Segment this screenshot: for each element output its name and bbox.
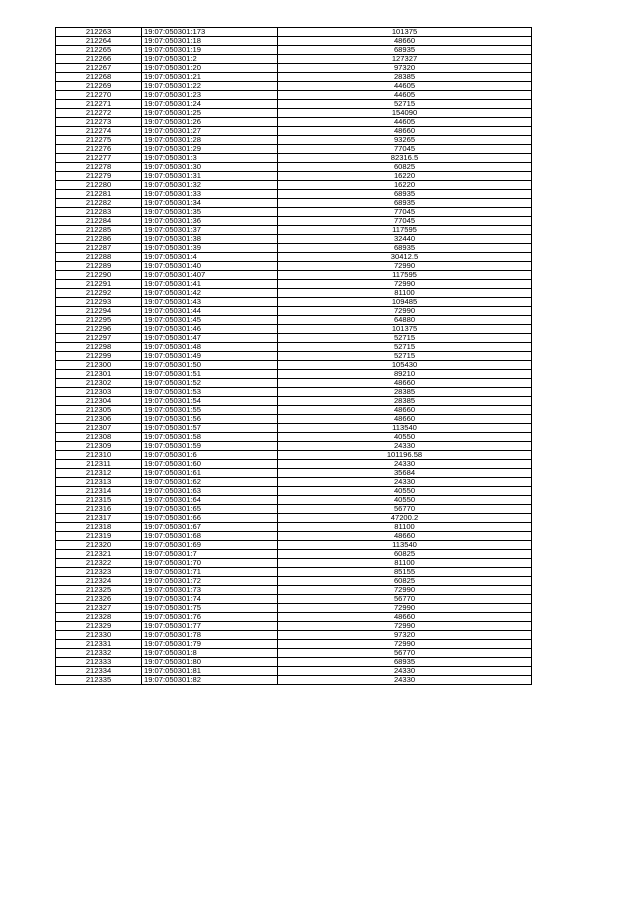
row-number-cell: 212300 <box>56 361 142 370</box>
value-cell: 40550 <box>278 496 532 505</box>
table-row <box>56 433 532 442</box>
table-row <box>56 613 532 622</box>
row-number-cell: 212278 <box>56 163 142 172</box>
value-cell: 97320 <box>278 64 532 73</box>
table-row <box>56 118 532 127</box>
cadastral-number-cell: 19:07:050301:57 <box>142 424 278 433</box>
row-number-cell: 212277 <box>56 154 142 163</box>
row-number-cell: 212303 <box>56 388 142 397</box>
row-number-cell: 212269 <box>56 82 142 91</box>
value-cell: 48660 <box>278 406 532 415</box>
cadastral-number-cell: 19:07:050301:45 <box>142 316 278 325</box>
row-number-cell: 212308 <box>56 433 142 442</box>
table-row <box>56 352 532 361</box>
table-row <box>56 487 532 496</box>
table-row <box>56 244 532 253</box>
value-cell: 68935 <box>278 199 532 208</box>
table-row <box>56 568 532 577</box>
cadastral-number-cell: 19:07:050301:46 <box>142 325 278 334</box>
cadastral-number-cell: 19:07:050301:48 <box>142 343 278 352</box>
value-cell: 72990 <box>278 604 532 613</box>
table-row <box>56 64 532 73</box>
table-row <box>56 226 532 235</box>
value-cell: 77045 <box>278 217 532 226</box>
value-cell: 16220 <box>278 172 532 181</box>
value-cell: 28385 <box>278 397 532 406</box>
cadastral-number-cell: 19:07:050301:53 <box>142 388 278 397</box>
cadastral-number-cell: 19:07:050301:29 <box>142 145 278 154</box>
cadastral-number-cell: 19:07:050301:26 <box>142 118 278 127</box>
cadastral-number-cell: 19:07:050301:40 <box>142 262 278 271</box>
cadastral-number-cell: 19:07:050301:56 <box>142 415 278 424</box>
value-cell: 60825 <box>278 577 532 586</box>
cadastral-number-cell: 19:07:050301:41 <box>142 280 278 289</box>
row-number-cell: 212279 <box>56 172 142 181</box>
row-number-cell: 212292 <box>56 289 142 298</box>
value-cell: 52715 <box>278 100 532 109</box>
table-row <box>56 541 532 550</box>
value-cell: 97320 <box>278 631 532 640</box>
row-number-cell: 212276 <box>56 145 142 154</box>
table-row <box>56 595 532 604</box>
row-number-cell: 212270 <box>56 91 142 100</box>
row-number-cell: 212317 <box>56 514 142 523</box>
value-cell: 48660 <box>278 37 532 46</box>
table-row <box>56 667 532 676</box>
row-number-cell: 212325 <box>56 586 142 595</box>
cadastral-number-cell: 19:07:050301:70 <box>142 559 278 568</box>
value-cell: 60825 <box>278 550 532 559</box>
cadastral-number-cell: 19:07:050301:31 <box>142 172 278 181</box>
value-cell: 24330 <box>278 676 532 685</box>
table-row <box>56 343 532 352</box>
cadastral-number-cell: 19:07:050301:54 <box>142 397 278 406</box>
cadastral-number-cell: 19:07:050301:65 <box>142 505 278 514</box>
value-cell: 85155 <box>278 568 532 577</box>
value-cell: 56770 <box>278 505 532 514</box>
cadastral-number-cell: 19:07:050301:81 <box>142 667 278 676</box>
row-number-cell: 212284 <box>56 217 142 226</box>
value-cell: 72990 <box>278 262 532 271</box>
value-cell: 40550 <box>278 487 532 496</box>
cadastral-number-cell: 19:07:050301:59 <box>142 442 278 451</box>
table-row <box>56 235 532 244</box>
table-row <box>56 586 532 595</box>
row-number-cell: 212302 <box>56 379 142 388</box>
table-row <box>56 469 532 478</box>
value-cell: 28385 <box>278 388 532 397</box>
table-row <box>56 460 532 469</box>
table-row <box>56 172 532 181</box>
cadastral-number-cell: 19:07:050301:24 <box>142 100 278 109</box>
row-number-cell: 212307 <box>56 424 142 433</box>
table-row <box>56 208 532 217</box>
row-number-cell: 212328 <box>56 613 142 622</box>
table-row <box>56 370 532 379</box>
row-number-cell: 212313 <box>56 478 142 487</box>
cadastral-number-cell: 19:07:050301:36 <box>142 217 278 226</box>
row-number-cell: 212309 <box>56 442 142 451</box>
value-cell: 109485 <box>278 298 532 307</box>
value-cell: 72990 <box>278 586 532 595</box>
row-number-cell: 212268 <box>56 73 142 82</box>
row-number-cell: 212301 <box>56 370 142 379</box>
table-row <box>56 109 532 118</box>
table-row <box>56 379 532 388</box>
table-row <box>56 91 532 100</box>
cadastral-number-cell: 19:07:050301:78 <box>142 631 278 640</box>
cadastral-number-cell: 19:07:050301:44 <box>142 307 278 316</box>
row-number-cell: 212335 <box>56 676 142 685</box>
table-body <box>56 28 532 685</box>
table-row <box>56 217 532 226</box>
cadastral-number-cell: 19:07:050301:66 <box>142 514 278 523</box>
value-cell: 117595 <box>278 271 532 280</box>
value-cell: 68935 <box>278 46 532 55</box>
table-row <box>56 577 532 586</box>
table-row <box>56 100 532 109</box>
row-number-cell: 212272 <box>56 109 142 118</box>
row-number-cell: 212263 <box>56 28 142 37</box>
row-number-cell: 212326 <box>56 595 142 604</box>
cadastral-number-cell: 19:07:050301:22 <box>142 82 278 91</box>
value-cell: 113540 <box>278 424 532 433</box>
table-row <box>56 658 532 667</box>
table-row <box>56 496 532 505</box>
cadastral-number-cell: 19:07:050301:38 <box>142 235 278 244</box>
table-row <box>56 298 532 307</box>
cadastral-number-cell: 19:07:050301:30 <box>142 163 278 172</box>
value-cell: 24330 <box>278 667 532 676</box>
value-cell: 72990 <box>278 640 532 649</box>
cadastral-number-cell: 19:07:050301:50 <box>142 361 278 370</box>
cadastral-number-cell: 19:07:050301:3 <box>142 154 278 163</box>
table-row <box>56 604 532 613</box>
cadastral-number-cell: 19:07:050301:75 <box>142 604 278 613</box>
cadastral-number-cell: 19:07:050301:73 <box>142 586 278 595</box>
value-cell: 82316.5 <box>278 154 532 163</box>
table-row <box>56 163 532 172</box>
row-number-cell: 212280 <box>56 181 142 190</box>
row-number-cell: 212265 <box>56 46 142 55</box>
table-row <box>56 532 532 541</box>
row-number-cell: 212327 <box>56 604 142 613</box>
cadastral-number-cell: 19:07:050301:80 <box>142 658 278 667</box>
value-cell: 48660 <box>278 415 532 424</box>
row-number-cell: 212264 <box>56 37 142 46</box>
row-number-cell: 212310 <box>56 451 142 460</box>
table-row <box>56 514 532 523</box>
cadastral-number-cell: 19:07:050301:82 <box>142 676 278 685</box>
table-row <box>56 451 532 460</box>
table-row <box>56 622 532 631</box>
cadastral-number-cell: 19:07:050301:63 <box>142 487 278 496</box>
row-number-cell: 212322 <box>56 559 142 568</box>
cadastral-number-cell: 19:07:050301:69 <box>142 541 278 550</box>
row-number-cell: 212312 <box>56 469 142 478</box>
cadastral-number-cell: 19:07:050301:39 <box>142 244 278 253</box>
value-cell: 72990 <box>278 307 532 316</box>
row-number-cell: 212290 <box>56 271 142 280</box>
table-row <box>56 307 532 316</box>
row-number-cell: 212274 <box>56 127 142 136</box>
row-number-cell: 212306 <box>56 415 142 424</box>
value-cell: 52715 <box>278 343 532 352</box>
cadastral-number-cell: 19:07:050301:20 <box>142 64 278 73</box>
value-cell: 16220 <box>278 181 532 190</box>
table-row <box>56 478 532 487</box>
cadastral-number-cell: 19:07:050301:47 <box>142 334 278 343</box>
cadastral-number-cell: 19:07:050301:68 <box>142 532 278 541</box>
row-number-cell: 212297 <box>56 334 142 343</box>
table-row <box>56 415 532 424</box>
row-number-cell: 212286 <box>56 235 142 244</box>
table-row <box>56 28 532 37</box>
value-cell: 113540 <box>278 541 532 550</box>
row-number-cell: 212304 <box>56 397 142 406</box>
row-number-cell: 212281 <box>56 190 142 199</box>
row-number-cell: 212323 <box>56 568 142 577</box>
table-row <box>56 289 532 298</box>
table-row <box>56 262 532 271</box>
value-cell: 48660 <box>278 379 532 388</box>
cadastral-number-cell: 19:07:050301:67 <box>142 523 278 532</box>
cadastral-number-cell: 19:07:050301:52 <box>142 379 278 388</box>
row-number-cell: 212291 <box>56 280 142 289</box>
row-number-cell: 212305 <box>56 406 142 415</box>
table-row <box>56 550 532 559</box>
value-cell: 89210 <box>278 370 532 379</box>
cadastral-number-cell: 19:07:050301:60 <box>142 460 278 469</box>
table-row <box>56 136 532 145</box>
value-cell: 47200.2 <box>278 514 532 523</box>
value-cell: 52715 <box>278 334 532 343</box>
table-row <box>56 271 532 280</box>
value-cell: 48660 <box>278 127 532 136</box>
value-cell: 101375 <box>278 28 532 37</box>
value-cell: 77045 <box>278 208 532 217</box>
table-row <box>56 361 532 370</box>
value-cell: 24330 <box>278 442 532 451</box>
table-row <box>56 145 532 154</box>
cadastral-number-cell: 19:07:050301:4 <box>142 253 278 262</box>
value-cell: 81100 <box>278 289 532 298</box>
cadastral-number-cell: 19:07:050301:8 <box>142 649 278 658</box>
row-number-cell: 212282 <box>56 199 142 208</box>
table-row <box>56 280 532 289</box>
value-cell: 68935 <box>278 244 532 253</box>
cadastral-number-cell: 19:07:050301:77 <box>142 622 278 631</box>
value-cell: 60825 <box>278 163 532 172</box>
row-number-cell: 212283 <box>56 208 142 217</box>
value-cell: 48660 <box>278 613 532 622</box>
cadastral-number-cell: 19:07:050301:25 <box>142 109 278 118</box>
row-number-cell: 212294 <box>56 307 142 316</box>
table-row <box>56 334 532 343</box>
value-cell: 44605 <box>278 91 532 100</box>
row-number-cell: 212267 <box>56 64 142 73</box>
row-number-cell: 212288 <box>56 253 142 262</box>
row-number-cell: 212321 <box>56 550 142 559</box>
value-cell: 68935 <box>278 190 532 199</box>
value-cell: 101196.58 <box>278 451 532 460</box>
row-number-cell: 212271 <box>56 100 142 109</box>
table-row <box>56 559 532 568</box>
cadastral-value-table <box>55 27 532 685</box>
row-number-cell: 212330 <box>56 631 142 640</box>
value-cell: 56770 <box>278 595 532 604</box>
value-cell: 56770 <box>278 649 532 658</box>
cadastral-number-cell: 19:07:050301:55 <box>142 406 278 415</box>
value-cell: 127327 <box>278 55 532 64</box>
row-number-cell: 212285 <box>56 226 142 235</box>
cadastral-number-cell: 19:07:050301:28 <box>142 136 278 145</box>
row-number-cell: 212287 <box>56 244 142 253</box>
row-number-cell: 212299 <box>56 352 142 361</box>
cadastral-number-cell: 19:07:050301:37 <box>142 226 278 235</box>
row-number-cell: 212324 <box>56 577 142 586</box>
row-number-cell: 212318 <box>56 523 142 532</box>
table-row <box>56 523 532 532</box>
row-number-cell: 212333 <box>56 658 142 667</box>
table-row <box>56 82 532 91</box>
cadastral-number-cell: 19:07:050301:74 <box>142 595 278 604</box>
row-number-cell: 212273 <box>56 118 142 127</box>
table-row <box>56 388 532 397</box>
cadastral-number-cell: 19:07:050301:51 <box>142 370 278 379</box>
table-row <box>56 55 532 64</box>
table-row <box>56 505 532 514</box>
value-cell: 81100 <box>278 559 532 568</box>
cadastral-number-cell: 19:07:050301:7 <box>142 550 278 559</box>
table-row <box>56 316 532 325</box>
table-row <box>56 631 532 640</box>
value-cell: 72990 <box>278 622 532 631</box>
cadastral-number-cell: 19:07:050301:79 <box>142 640 278 649</box>
cadastral-number-cell: 19:07:050301:6 <box>142 451 278 460</box>
cadastral-number-cell: 19:07:050301:72 <box>142 577 278 586</box>
table-row <box>56 37 532 46</box>
value-cell: 52715 <box>278 352 532 361</box>
row-number-cell: 212266 <box>56 55 142 64</box>
row-number-cell: 212315 <box>56 496 142 505</box>
table-row <box>56 649 532 658</box>
cadastral-number-cell: 19:07:050301:18 <box>142 37 278 46</box>
value-cell: 105430 <box>278 361 532 370</box>
row-number-cell: 212329 <box>56 622 142 631</box>
row-number-cell: 212296 <box>56 325 142 334</box>
value-cell: 30412.5 <box>278 253 532 262</box>
cadastral-number-cell: 19:07:050301:34 <box>142 199 278 208</box>
value-cell: 28385 <box>278 73 532 82</box>
row-number-cell: 212316 <box>56 505 142 514</box>
value-cell: 81100 <box>278 523 532 532</box>
value-cell: 154090 <box>278 109 532 118</box>
cadastral-number-cell: 19:07:050301:43 <box>142 298 278 307</box>
value-cell: 24330 <box>278 478 532 487</box>
row-number-cell: 212314 <box>56 487 142 496</box>
table-row <box>56 406 532 415</box>
value-cell: 93265 <box>278 136 532 145</box>
row-number-cell: 212334 <box>56 667 142 676</box>
table-row <box>56 46 532 55</box>
value-cell: 68935 <box>278 658 532 667</box>
cadastral-number-cell: 19:07:050301:71 <box>142 568 278 577</box>
table-row <box>56 154 532 163</box>
table-row <box>56 127 532 136</box>
cadastral-number-cell: 19:07:050301:23 <box>142 91 278 100</box>
value-cell: 72990 <box>278 280 532 289</box>
table-row <box>56 325 532 334</box>
row-number-cell: 212320 <box>56 541 142 550</box>
row-number-cell: 212319 <box>56 532 142 541</box>
table-row <box>56 424 532 433</box>
value-cell: 40550 <box>278 433 532 442</box>
value-cell: 44605 <box>278 118 532 127</box>
cadastral-number-cell: 19:07:050301:61 <box>142 469 278 478</box>
row-number-cell: 212331 <box>56 640 142 649</box>
cadastral-number-cell: 19:07:050301:58 <box>142 433 278 442</box>
row-number-cell: 212275 <box>56 136 142 145</box>
cadastral-number-cell: 19:07:050301:42 <box>142 289 278 298</box>
cadastral-number-cell: 19:07:050301:33 <box>142 190 278 199</box>
table-row <box>56 676 532 685</box>
cadastral-number-cell: 19:07:050301:76 <box>142 613 278 622</box>
cadastral-number-cell: 19:07:050301:64 <box>142 496 278 505</box>
cadastral-number-cell: 19:07:050301:32 <box>142 181 278 190</box>
row-number-cell: 212295 <box>56 316 142 325</box>
value-cell: 32440 <box>278 235 532 244</box>
value-cell: 24330 <box>278 460 532 469</box>
table-row <box>56 442 532 451</box>
cadastral-number-cell: 19:07:050301:62 <box>142 478 278 487</box>
table-row <box>56 640 532 649</box>
value-cell: 48660 <box>278 532 532 541</box>
row-number-cell: 212332 <box>56 649 142 658</box>
table-row <box>56 253 532 262</box>
table-row <box>56 190 532 199</box>
table-row <box>56 397 532 406</box>
cadastral-number-cell: 19:07:050301:35 <box>142 208 278 217</box>
cadastral-number-cell: 19:07:050301:2 <box>142 55 278 64</box>
value-cell: 35684 <box>278 469 532 478</box>
row-number-cell: 212293 <box>56 298 142 307</box>
cadastral-number-cell: 19:07:050301:407 <box>142 271 278 280</box>
value-cell: 117595 <box>278 226 532 235</box>
cadastral-number-cell: 19:07:050301:173 <box>142 28 278 37</box>
cadastral-number-cell: 19:07:050301:19 <box>142 46 278 55</box>
table-row <box>56 199 532 208</box>
value-cell: 101375 <box>278 325 532 334</box>
row-number-cell: 212298 <box>56 343 142 352</box>
cadastral-number-cell: 19:07:050301:27 <box>142 127 278 136</box>
table-row <box>56 73 532 82</box>
table-row <box>56 181 532 190</box>
value-cell: 44605 <box>278 82 532 91</box>
value-cell: 64880 <box>278 316 532 325</box>
row-number-cell: 212289 <box>56 262 142 271</box>
cadastral-number-cell: 19:07:050301:49 <box>142 352 278 361</box>
row-number-cell: 212311 <box>56 460 142 469</box>
cadastral-number-cell: 19:07:050301:21 <box>142 73 278 82</box>
value-cell: 77045 <box>278 145 532 154</box>
